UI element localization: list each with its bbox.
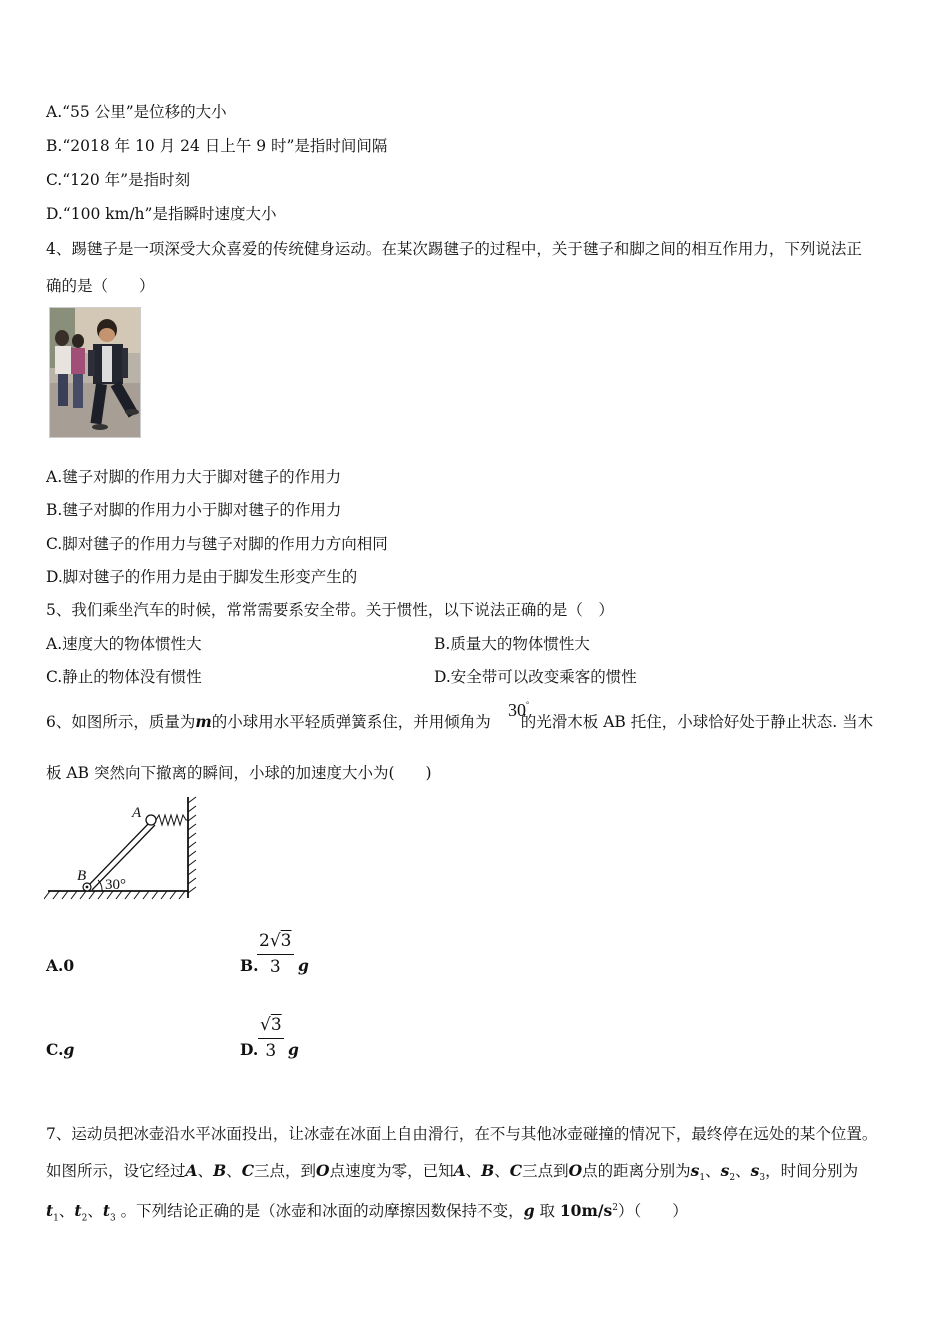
q6-stem-part3: 的光滑木板 AB 托住，小球恰好处于静止状态. 当木 [520, 713, 874, 731]
q5-stem: 5、我们乘坐汽车的时候，常常需要系安全带。关于惯性，以下说法正确的是（ ） [46, 601, 614, 619]
q5-option-d: D.安全带可以改变乘客的惯性 [434, 668, 637, 686]
q5-option-b: B.质量大的物体惯性大 [434, 635, 590, 653]
q6-option-b-prefix: B. [240, 956, 259, 975]
q4-stem-line1: 4、踢毽子是一项深受大众喜爱的传统健身运动。在某次踢毽子的过程中，关于毽子和脚之间的相互作用力，下列说法正 [46, 240, 862, 258]
q4-option-c: C.脚对毽子的作用力与毽子对脚的作用力方向相同 [46, 535, 388, 553]
q6-option-c: C.g [46, 1040, 75, 1059]
inclined-plane-diagram [44, 795, 204, 907]
q6-stem-part1: 6、如图所示，质量为 [46, 713, 196, 731]
q3-option-c: C.“120 年”是指时刻 [46, 171, 191, 189]
q6-stem-line2: 板 AB 突然向下撤离的瞬间，小球的加速度大小为( ) [46, 764, 432, 782]
label-b: B [77, 868, 87, 884]
q6-option-b-fraction: $\frac{2√3}{3}$ [259, 931, 292, 977]
q6-option-d-fraction: $\frac{√3}{3}$ [260, 1015, 282, 1061]
q4-option-a: A.毽子对脚的作用力大于脚对毽子的作用力 [46, 468, 342, 486]
q7-line3: $t_1$、$t_2$、$t_3$ 。下列结论正确的是（冰壶和冰面的动摩擦因数保持不变，g 取 $10m/s^2$）（ ） [46, 1201, 688, 1224]
q5-option-a: A.速度大的物体惯性大 [46, 635, 202, 653]
q6-angle-value: 30° [508, 700, 530, 720]
q3-option-a: A.“55 公里”是位移的大小 [46, 103, 227, 121]
q5-option-c: C.静止的物体没有惯性 [46, 668, 202, 686]
q7-line2: 如图所示，设它经过A、B、C三点，到O点速度为零，已知A、B、C三点到O点的距离分别为$s_1$、$s_2$、$s_3$，时间分别为 [46, 1161, 859, 1184]
q4-option-d: D.脚对毽子的作用力是由于脚发生形变产生的 [46, 568, 358, 586]
shuttlecock-kicking-photo [49, 307, 141, 438]
q6-stem-part2: 的小球用水平轻质弹簧系住，并用倾角为 [211, 713, 491, 731]
q3-option-d: D.“100 km/h”是指瞬时速度大小 [46, 205, 277, 223]
label-a: A [132, 805, 142, 821]
q6-mass-variable: m [195, 712, 212, 731]
q6-option-a: A.0 [46, 956, 75, 975]
q3-option-b: B.“2018 年 10 月 24 日上午 9 时”是指时间间隔 [46, 137, 388, 155]
angle-label: 30° [105, 877, 126, 893]
q6-option-b-g: g [298, 956, 309, 975]
q4-option-b: B.毽子对脚的作用力小于脚对毽子的作用力 [46, 501, 342, 519]
q4-stem-line2: 确的是（ ） [46, 277, 155, 295]
q6-stem-line1 [46, 712, 873, 732]
q6-option-d-prefix: D. [240, 1040, 259, 1059]
q6-option-d-g: g [288, 1040, 299, 1059]
q7-line1: 7、运动员把冰壶沿水平冰面投出，让冰壶在冰面上自由滑行，在不与其他冰壶碰撞的情况下，最终停在远处的某个位置。 [46, 1125, 878, 1143]
